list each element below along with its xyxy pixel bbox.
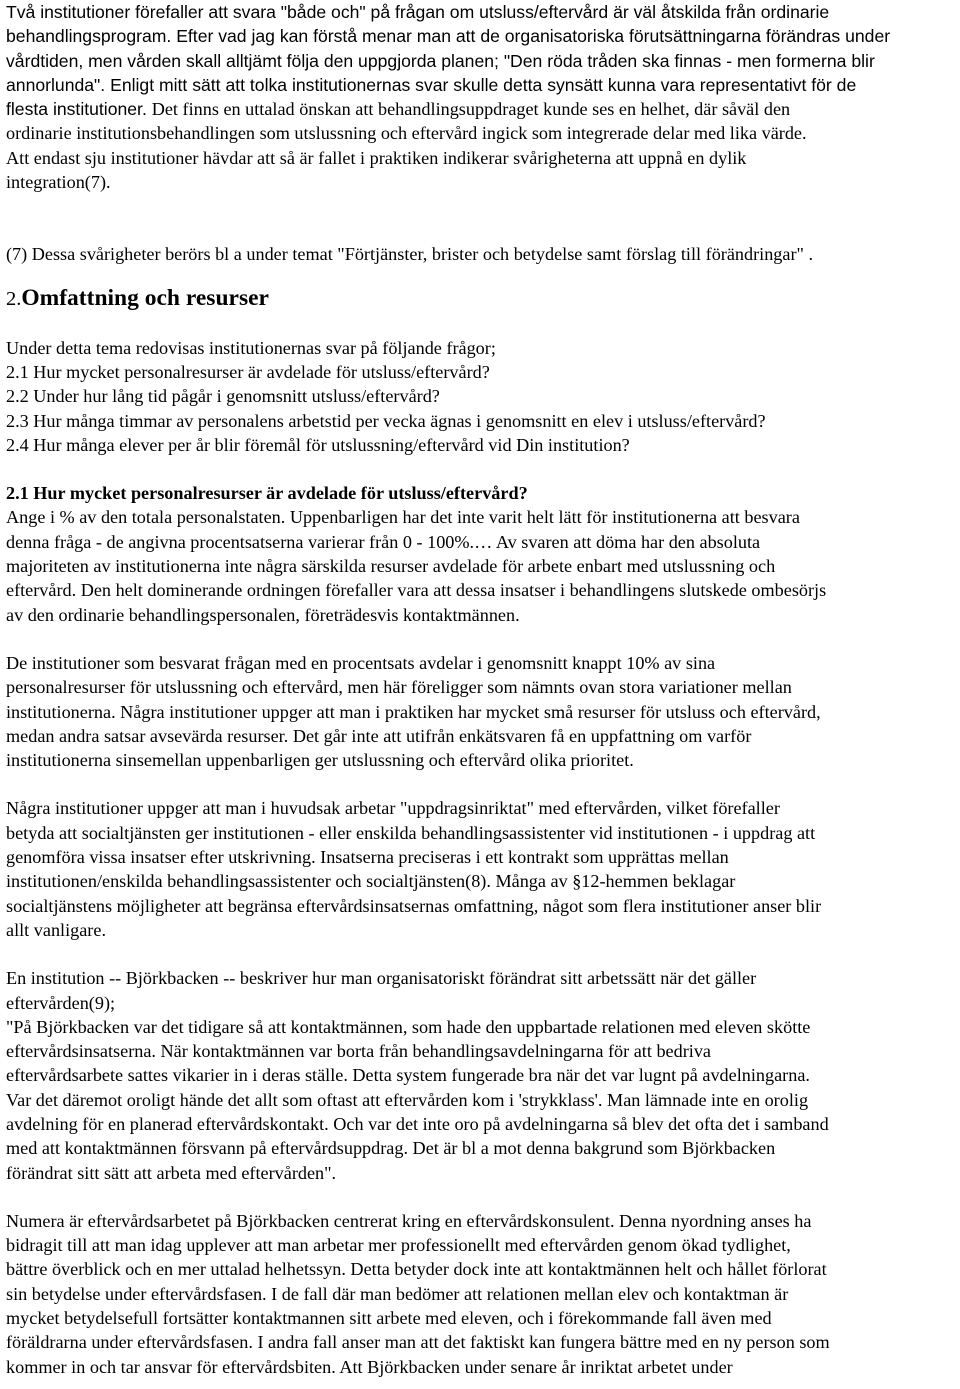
paragraph-line: eftervårdsarbete sattes vikarier in i deras ställe. Detta system fungerade bra när det var lugnt på avdelningarna. — [6, 1065, 810, 1086]
paragraph-line: institutionen/enskilda behandlingsassistenter och socialtjänsten(8). Många av §12-hemmen beklagar — [6, 871, 736, 892]
paragraph-line: De institutioner som besvarat frågan med en procentsats avdelar i genomsnitt knappt 10% av sina — [6, 652, 716, 673]
opening-paragraph — [6, 0, 954, 194]
paragraph-line: majoriteten av institutionerna inte några särskilda resurser avdelade för arbete enbart med utslussning och — [6, 556, 776, 577]
paragraph-line: eftervård. Den helt dominerande ordningen förefaller vara att dessa insatser i behandlingens slutskede ombesörjs — [6, 580, 827, 601]
paragraph-line: av den ordinarie behandlingspersonalen, företrädesvis kontaktmännen. — [6, 604, 520, 625]
paragraph-line: socialtjänstens möjligheter att begränsa eftervårdsinsatsernas omfattning, något som flera institutioner anser blir — [6, 895, 822, 916]
text-run: Att endast sju institutioner hävdar att så är fallet i praktiken indikerar svårigheterna att uppnå en dylik — [6, 147, 747, 168]
paragraph-line: bidragit till att man idag upplever att man arbetar mer professionellt med eftervården genom ökad tydlighet, — [6, 1235, 791, 1256]
body-paragraph — [6, 651, 954, 772]
subsection-heading: 2.1 Hur mycket personalresurser är avdelade för utsluss/eftervård? — [6, 483, 528, 504]
body-paragraph — [6, 1209, 954, 1379]
text-run: Det finns en uttalad önskan att behandlingsuppdraget kunde ses en helhet, där såväl den — [151, 99, 791, 120]
section-heading — [6, 285, 954, 312]
paragraph-line — [6, 121, 954, 145]
paragraph-line: med att kontaktmännen försvann på eftervårdsuppdrag. Det är bl a mot denna bakgrund som Björkbacken — [6, 1138, 776, 1159]
paragraph-line — [6, 73, 954, 97]
paragraph-line — [6, 0, 954, 24]
paragraph-line: föräldrarna under eftervårdsfasen. I andra fall anser man att det faktiskt kan fungera bättre med en ny person som — [6, 1332, 830, 1353]
paragraph-line: mycket betydelsefull fortsätter kontaktmannen sitt arbete med eleven, och i förekommande fall även med — [6, 1308, 772, 1329]
question-item: 2.2 Under hur lång tid pågår i genomsnitt utsluss/eftervård? — [6, 386, 440, 407]
question-item: 2.4 Hur många elever per år blir föremål för utslussning/eftervård vid Din institution? — [6, 434, 630, 455]
footnote: (7) Dessa svårigheter berörs bl a under temat "Förtjänster, brister och betydelse samt förslag till förändringar" . — [6, 244, 814, 265]
text-run: behandlingsprogram. — [6, 26, 177, 47]
paragraph-line: institutionerna. Några institutioner uppger att man i praktiken har mycket små resurser för utsluss och eftervård, — [6, 701, 821, 722]
section-title: Omfattning och resurser — [21, 284, 269, 311]
text-run: vårdtiden, men vården skall alltjämt följa den uppgjorda planen; "Den röda tråden ska finnas - men formerna blir — [6, 50, 875, 71]
body-paragraph — [6, 966, 954, 1185]
paragraph-line: allt vanligare. — [6, 919, 106, 940]
paragraph-line — [6, 49, 954, 73]
paragraph-line: kommer in och tar ansvar för eftervårdsbiten. Att Björkbacken under senare år inriktat arbetet under — [6, 1356, 733, 1377]
text-run: Efter vad jag kan förstå menar man att de organisatoriska förutsättningarna förändras under — [176, 26, 891, 47]
paragraph-line: bättre överblick och en mer uttalad helhetssyn. Detta betyder dock inte att kontaktmännen helt och hållet förlorat — [6, 1259, 827, 1280]
section-number: 2. — [6, 287, 22, 310]
paragraph-line: "På Björkbacken var det tidigare så att kontaktmännen, som hade den uppbartade relationen med eleven skötte — [6, 1016, 811, 1037]
paragraph-line: betyda att socialtjänsten ger institutionen - eller enskilda behandlingsassistenter vid institutionen - i uppdrag att — [6, 822, 816, 843]
paragraph-line: Några institutioner uppger att man i huvudsak arbetar "uppdragsinriktat" med eftervården, vilket förefaller — [6, 798, 780, 819]
paragraph-line: En institution -- Björkbacken -- beskriver hur man organisatoriskt förändrat sitt arbetssätt när det gäller — [6, 968, 757, 989]
paragraph-line: förändrat sitt sätt att arbeta med eftervården". — [6, 1162, 337, 1183]
paragraph-line: institutionerna sinsemellan uppenbarligen ger utslussning och eftervård olika prioritet. — [6, 750, 634, 771]
paragraph-line: Ange i % av den totala personalstaten. Uppenbarligen har det inte varit helt lätt för institutionerna att besvara — [6, 507, 800, 528]
paragraph-line — [6, 146, 954, 170]
paragraph-line: sin betydelse under eftervårdsfasen. I de fall där man bedömer att relationen mellan elev och kontaktman är — [6, 1283, 789, 1304]
paragraph-line: avdelning för en planerad eftervårdskontakt. Och var det inte oro på avdelningarna så blev det ofta det i samband — [6, 1113, 829, 1134]
text-run: ordinarie institutionsbehandlingen som utslussning och eftervård ingick som integrerade delar med lika värde. — [6, 123, 807, 144]
body-paragraph — [6, 796, 954, 942]
paragraph-line: medan andra satsar avsevärda resurser. Det går inte att utifrån enkätsvaren få en uppfattning om varför — [6, 725, 752, 746]
paragraph-line — [6, 170, 954, 194]
body-paragraph — [6, 505, 954, 626]
text-run: annorlunda". — [6, 74, 111, 95]
paragraph-line: Var det däremot oroligt hände det allt som oftast att eftervården kom i 'strykklass'. Man lämnade inte en orolig — [6, 1089, 809, 1110]
paragraph-line: genomföra vissa insatser efter utskrivning. Insatserna preciseras i ett kontrakt som upprättas mellan — [6, 847, 729, 868]
intro-lead: Under detta tema redovisas institutionernas svar på följande frågor; — [6, 337, 496, 358]
question-item: 2.1 Hur mycket personalresurser är avdelade för utsluss/eftervård? — [6, 361, 490, 382]
paragraph-line — [6, 97, 954, 121]
paragraph-line — [6, 24, 954, 48]
paragraph-line: eftervårdsinsatserna. När kontaktmännen var borta från behandlingsavdelningarna för att bedriva — [6, 1041, 711, 1062]
questions-intro — [6, 336, 954, 457]
text-run: Enligt mitt sätt att tolka institutionernas svar skulle detta synsätt kunna vara representativt för de — [110, 74, 857, 95]
paragraph-line: denna fråga - de angivna procentsatserna varierar från 0 - 100%.… Av svaren att döma har den absoluta — [6, 531, 761, 552]
text-run: flesta institutioner. — [6, 99, 152, 120]
paragraph-line: Numera är eftervårdsarbetet på Björkbacken centrerat kring en eftervårdskonsulent. Denna nyordning anses ha — [6, 1210, 812, 1231]
text-run: integration(7). — [6, 172, 111, 193]
question-item: 2.3 Hur många timmar av personalens arbetstid per vecka ägnas i genomsnitt en elev i utsluss/eftervård? — [6, 410, 766, 431]
paragraph-line: personalresurser för utslussning och eftervård, men här föreligger som nämnts ovan stora variationer mellan — [6, 677, 792, 698]
text-run: Två institutioner förefaller att svara "både och" på frågan om utsluss/eftervård är väl åtskilda från ordinarie — [6, 2, 830, 22]
paragraph-line: eftervården(9); — [6, 992, 116, 1013]
